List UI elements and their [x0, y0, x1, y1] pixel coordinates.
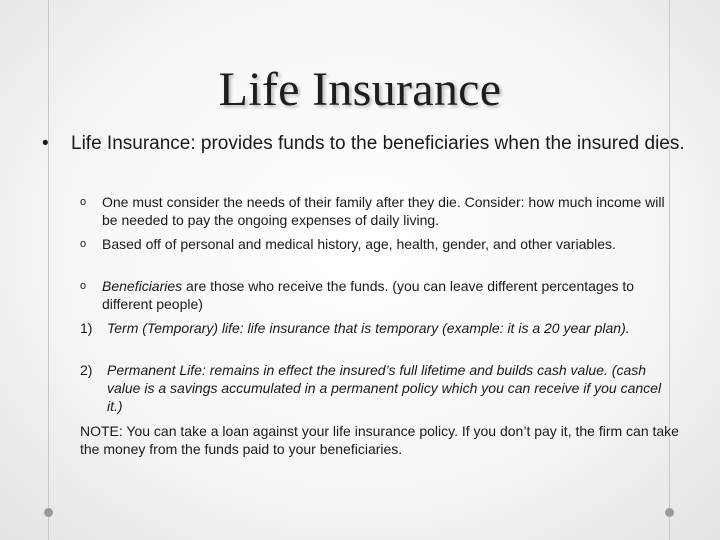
numbered-marker: 2): [80, 362, 93, 378]
sub-bullet: [80, 193, 680, 229]
sub-bullet-rest: are those who receive the funds. (you can leave different percentages to different people): [102, 278, 635, 312]
main-bullet-definition: : provides funds to the beneficiaries when the insured dies.: [190, 133, 685, 154]
main-bullet-text: [71, 132, 692, 156]
main-bullet: [42, 132, 692, 156]
numbered-text: Term (Temporary) life: life insurance that is temporary (example: it is a 20 year plan).: [107, 320, 630, 336]
sub-bullet: [80, 277, 680, 313]
note-text: NOTE: You can take a loan against your life insurance policy. If you don’t pay it, the firm can take the money from the funds paid to your beneficiaries.: [80, 423, 679, 457]
sub-bullet-text: [102, 277, 680, 313]
sub-bullet-text: One must consider the needs of their family after they die. Consider: how much income will be needed to pay the ongoing expenses of daily living.: [102, 194, 665, 228]
frame-dot-left: [44, 508, 53, 517]
slide-title: Life Insurance: [218, 63, 502, 116]
sub-bullet: [80, 235, 680, 253]
sub-bullet-text: Based off of personal and medical history, age, health, gender, and other variables.: [102, 236, 616, 252]
numbered-marker: 1): [80, 320, 93, 336]
numbered-text: Permanent Life: remains in effect the insured’s full lifetime and builds cash value. (cash value is a savings accumulated in a permanent policy which you can receive if you cancel it.): [107, 362, 662, 414]
sub-bullet-marker: o: [80, 238, 87, 250]
main-bullet-term: Life Insurance: [71, 133, 191, 154]
beneficiaries-term: Beneficiaries: [102, 278, 183, 294]
sub-bullet-marker: o: [80, 280, 87, 292]
sub-bullet-marker: o: [80, 196, 87, 208]
numbered-item: [80, 361, 680, 415]
numbered-item: [80, 319, 680, 337]
bullet-marker: •: [42, 133, 49, 154]
frame-dot-right: [665, 508, 674, 517]
